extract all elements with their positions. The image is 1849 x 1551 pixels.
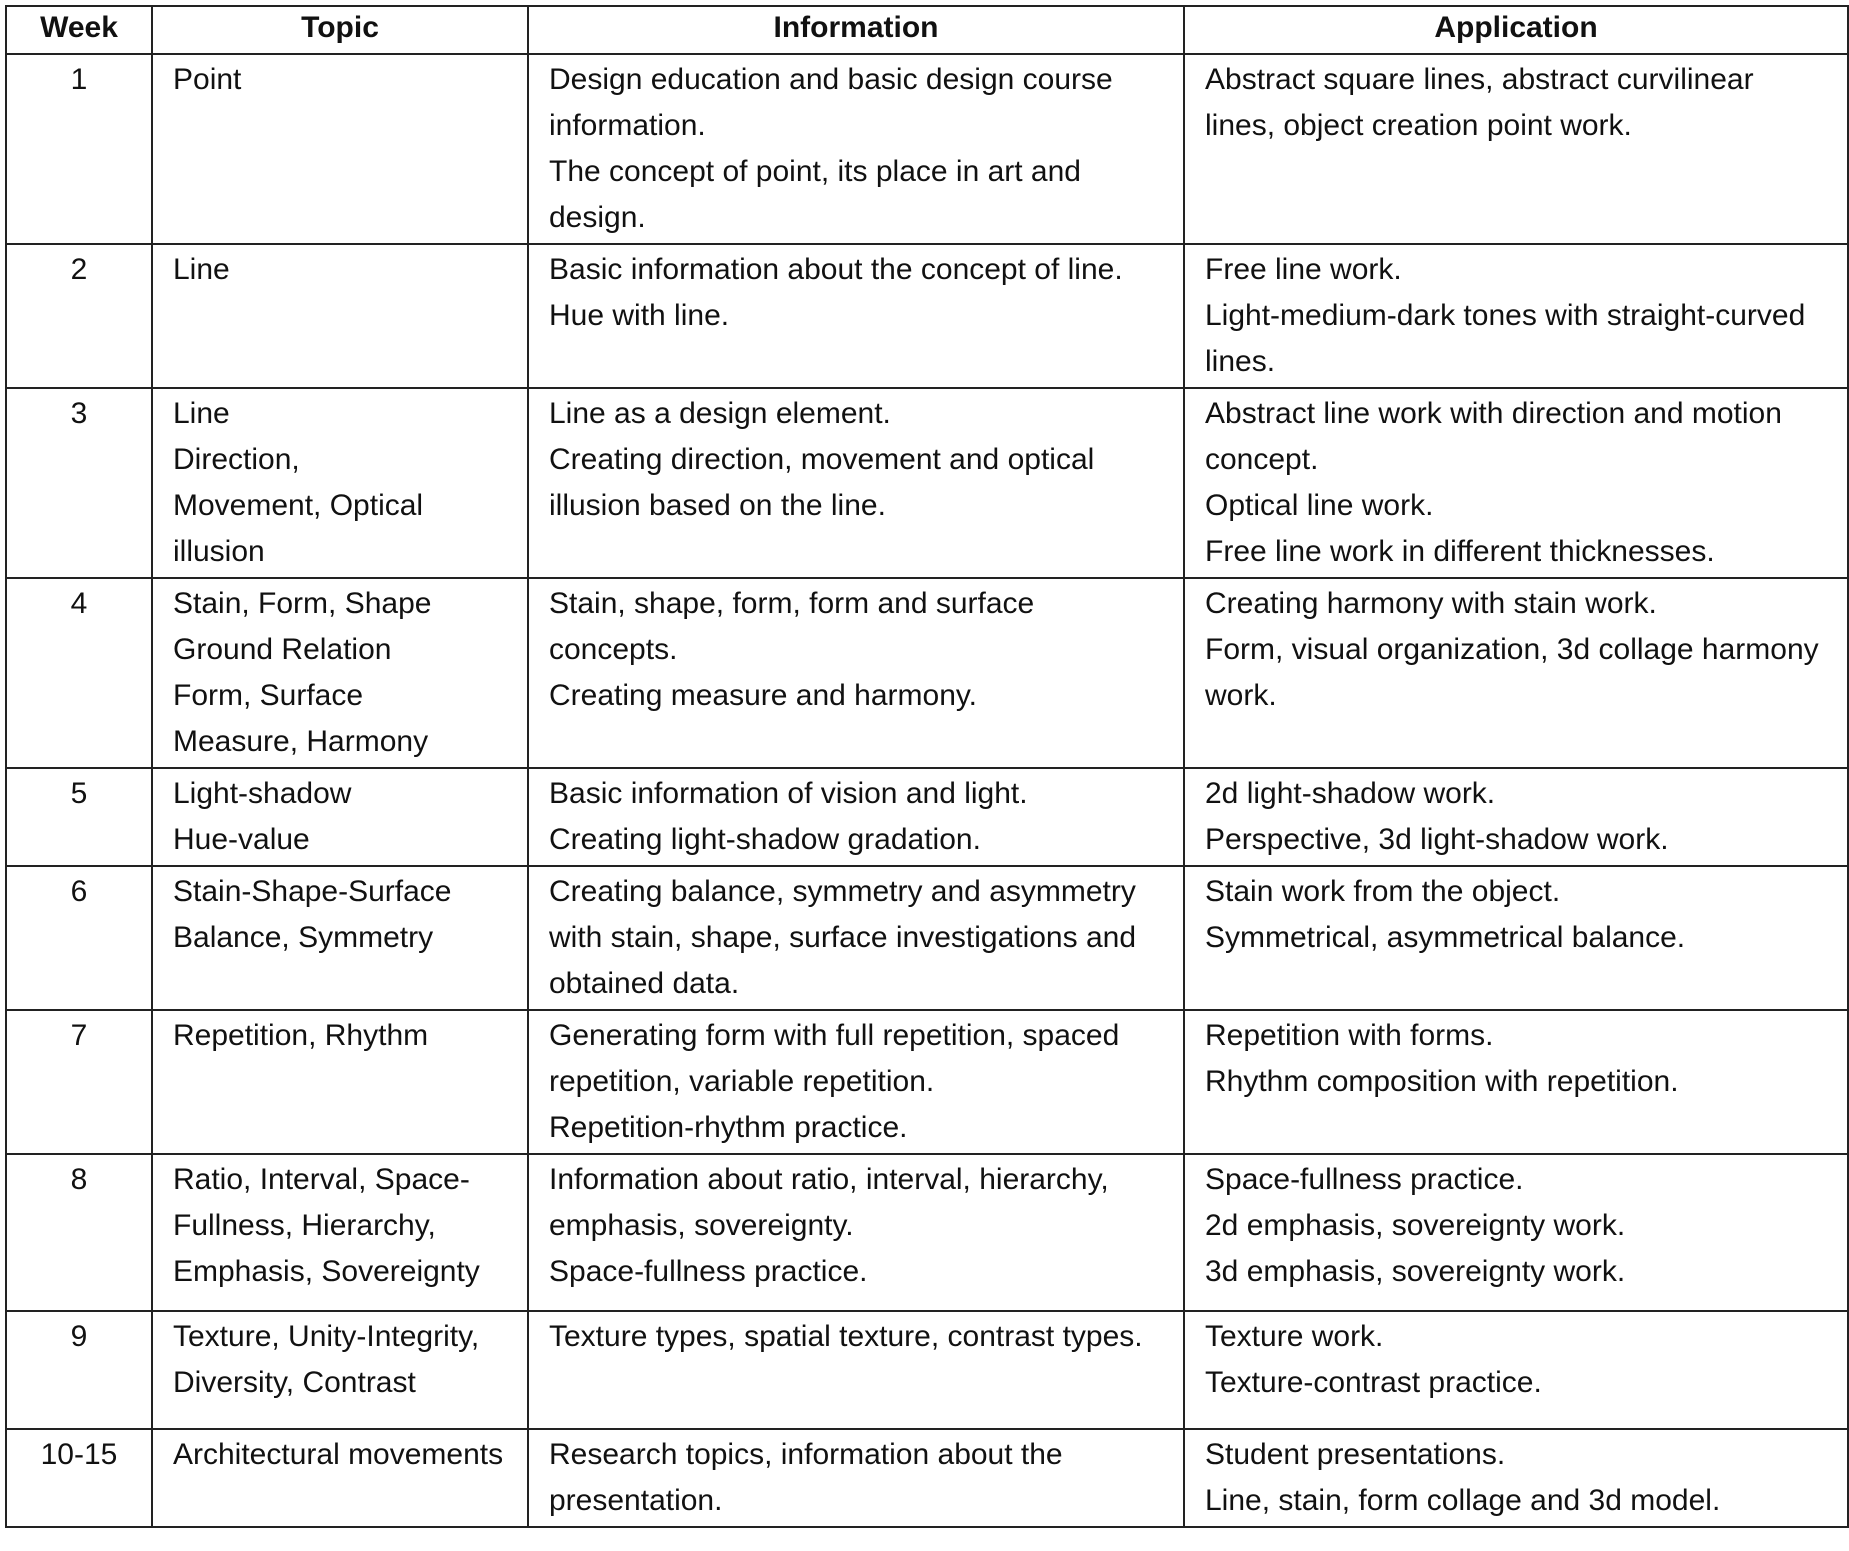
information-cell: [528, 244, 1184, 388]
information-cell: [528, 1429, 1184, 1527]
application-line: Light-medium-dark tones with straight-curved lines.: [1205, 299, 1814, 378]
application-cell: [1184, 1429, 1848, 1527]
table-row: [6, 1429, 1848, 1527]
table-row: [6, 1311, 1848, 1429]
header-row: [6, 6, 1848, 54]
table-row: [6, 244, 1848, 388]
topic-cell: [152, 54, 528, 244]
week-cell: 4: [6, 578, 152, 768]
table-row: [6, 388, 1848, 578]
week-cell: 5: [6, 768, 152, 866]
information-line: Research topics, information about the presentation.: [549, 1438, 1071, 1517]
topic-line: Ground Relation: [173, 633, 392, 666]
topic-cell: [152, 1010, 528, 1154]
week-cell: 8: [6, 1154, 152, 1311]
table-header: [6, 6, 1848, 54]
header-information: Information: [528, 6, 1184, 54]
topic-line: Form, Surface: [173, 679, 364, 712]
information-cell: [528, 54, 1184, 244]
information-line: Repetition-rhythm practice.: [549, 1111, 908, 1144]
topic-line: Line: [173, 253, 230, 286]
application-cell: [1184, 244, 1848, 388]
information-line: Basic information about the concept of line.: [549, 253, 1123, 286]
application-line: Student presentations.: [1205, 1438, 1506, 1471]
application-cell: [1184, 1311, 1848, 1429]
application-line: 2d light-shadow work.: [1205, 777, 1496, 810]
table-row: [6, 768, 1848, 866]
information-line: Design education and basic design course information.: [549, 63, 1122, 142]
topic-line: Stain-Shape-Surface: [173, 875, 452, 908]
table-row: [6, 866, 1848, 1010]
topic-line: Movement, Optical illusion: [173, 489, 432, 568]
information-line: Creating measure and harmony.: [549, 679, 977, 712]
week-cell: 9: [6, 1311, 152, 1429]
application-line: Form, visual organization, 3d collage harmony work.: [1205, 633, 1827, 712]
information-line: Creating light-shadow gradation.: [549, 823, 981, 856]
application-line: Line, stain, form collage and 3d model.: [1205, 1484, 1721, 1517]
header-topic: Topic: [152, 6, 528, 54]
information-line: The concept of point, its place in art and design.: [549, 155, 1090, 234]
information-cell: [528, 768, 1184, 866]
information-line: Texture types, spatial texture, contrast types.: [549, 1320, 1143, 1353]
application-line: Optical line work.: [1205, 489, 1434, 522]
application-cell: [1184, 54, 1848, 244]
application-cell: [1184, 1010, 1848, 1154]
table-row: [6, 54, 1848, 244]
application-cell: [1184, 768, 1848, 866]
topic-cell: [152, 768, 528, 866]
topic-cell: [152, 388, 528, 578]
topic-cell: [152, 1429, 528, 1527]
topic-line: Hue-value: [173, 823, 310, 856]
information-line: Space-fullness practice.: [549, 1255, 868, 1288]
topic-line: Point: [173, 63, 242, 96]
information-cell: [528, 1010, 1184, 1154]
topic-line: Stain, Form, Shape: [173, 587, 432, 620]
application-cell: [1184, 1154, 1848, 1311]
information-cell: [528, 1311, 1184, 1429]
application-line: 2d emphasis, sovereignty work.: [1205, 1209, 1626, 1242]
information-cell: [528, 866, 1184, 1010]
table-row: [6, 1154, 1848, 1311]
topic-line: Architectural movements: [173, 1438, 504, 1471]
information-cell: [528, 578, 1184, 768]
application-line: 3d emphasis, sovereignty work.: [1205, 1255, 1626, 1288]
information-line: Basic information of vision and light.: [549, 777, 1028, 810]
topic-line: Balance, Symmetry: [173, 921, 434, 954]
topic-line: Texture, Unity-Integrity, Diversity, Contrast: [173, 1320, 488, 1399]
application-cell: [1184, 388, 1848, 578]
information-cell: [528, 388, 1184, 578]
week-cell: 10-15: [6, 1429, 152, 1527]
information-line: Creating balance, symmetry and asymmetry with stain, shape, surface investigations and obtained data.: [549, 875, 1145, 1000]
application-line: Abstract line work with direction and motion concept.: [1205, 397, 1791, 476]
information-line: Stain, shape, form, form and surface concepts.: [549, 587, 1043, 666]
topic-cell: [152, 244, 528, 388]
topic-line: Measure, Harmony: [173, 725, 429, 758]
application-line: Stain work from the object.: [1205, 875, 1561, 908]
table-row: [6, 1010, 1848, 1154]
application-line: Space-fullness practice.: [1205, 1163, 1524, 1196]
application-cell: [1184, 866, 1848, 1010]
application-line: Repetition with forms.: [1205, 1019, 1494, 1052]
application-line: Free line work in different thicknesses.: [1205, 535, 1715, 568]
information-line: Hue with line.: [549, 299, 730, 332]
topic-line: Repetition, Rhythm: [173, 1019, 429, 1052]
application-line: Perspective, 3d light-shadow work.: [1205, 823, 1669, 856]
header-application: Application: [1184, 6, 1848, 54]
topic-cell: [152, 866, 528, 1010]
week-cell: 7: [6, 1010, 152, 1154]
application-line: Rhythm composition with repetition.: [1205, 1065, 1679, 1098]
topic-cell: [152, 578, 528, 768]
topic-line: Ratio, Interval, Space-Fullness, Hierarchy, Emphasis, Sovereignty: [173, 1163, 480, 1288]
application-cell: [1184, 578, 1848, 768]
information-line: Line as a design element.: [549, 397, 891, 430]
application-line: Creating harmony with stain work.: [1205, 587, 1657, 620]
information-line: Generating form with full repetition, spaced repetition, variable repetition.: [549, 1019, 1128, 1098]
application-line: Free line work.: [1205, 253, 1402, 286]
topic-line: Light-shadow: [173, 777, 352, 810]
topic-cell: [152, 1311, 528, 1429]
topic-line: Line: [173, 397, 230, 430]
week-cell: 6: [6, 866, 152, 1010]
week-cell: 2: [6, 244, 152, 388]
information-line: Information about ratio, interval, hierarchy, emphasis, sovereignty.: [549, 1163, 1118, 1242]
topic-line: Direction,: [173, 443, 300, 476]
week-cell: 3: [6, 388, 152, 578]
header-week: Week: [6, 6, 152, 54]
information-line: Creating direction, movement and optical illusion based on the line.: [549, 443, 1103, 522]
application-line: Abstract square lines, abstract curvilinear lines, object creation point work.: [1205, 63, 1762, 142]
table-body: [6, 54, 1848, 1527]
information-cell: [528, 1154, 1184, 1311]
application-line: Symmetrical, asymmetrical balance.: [1205, 921, 1686, 954]
topic-cell: [152, 1154, 528, 1311]
application-line: Texture-contrast practice.: [1205, 1366, 1542, 1399]
week-cell: 1: [6, 54, 152, 244]
application-line: Texture work.: [1205, 1320, 1384, 1353]
course-schedule-table: [5, 5, 1849, 1528]
course-table-container: [5, 5, 1847, 1528]
table-row: [6, 578, 1848, 768]
